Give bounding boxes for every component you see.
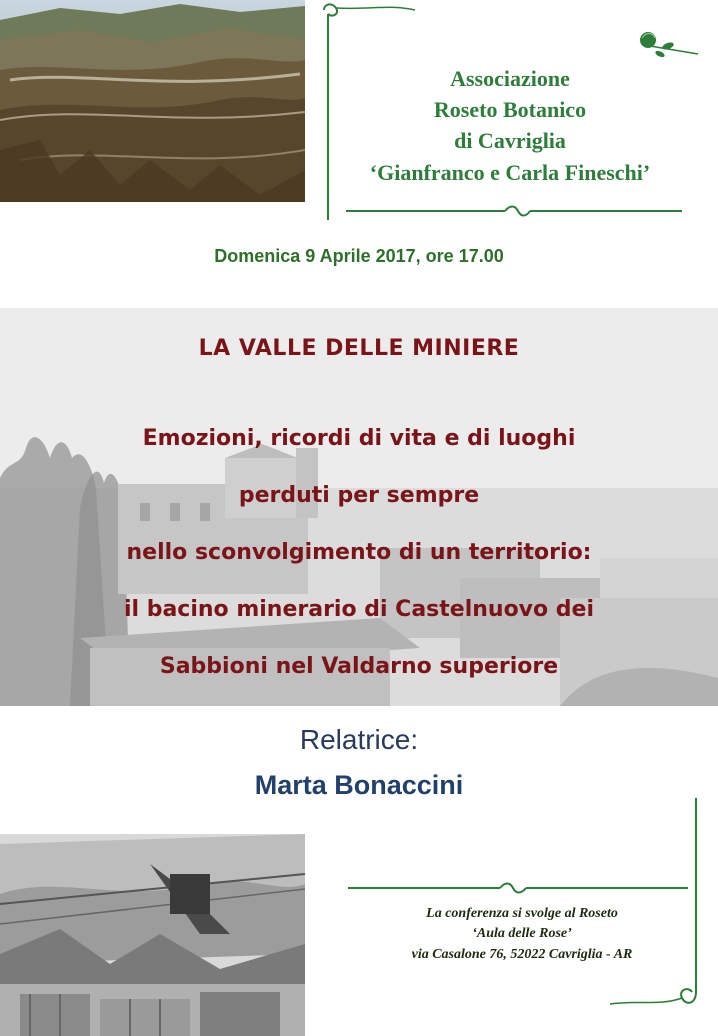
mine-photo: [0, 834, 305, 1036]
association-line-1: Associazione: [450, 66, 570, 91]
talk-subtitle-line-4: il bacino minerario di Castelnuovo dei: [123, 597, 595, 622]
talk-subtitle-line-5: Sabbioni nel Valdarno superiore: [159, 654, 559, 679]
talk-subtitle-line-3: nello sconvolgimento di un territorio:: [126, 540, 592, 565]
event-date: Domenica 9 Aprile 2017, ore 17.00: [214, 246, 504, 266]
venue-line-2: ‘Aula delle Rose’: [472, 926, 572, 941]
talk-subtitle-line-2: perduti per sempre: [238, 483, 480, 508]
decorative-frame-bottom: [340, 792, 718, 1012]
rose-icon: [628, 26, 702, 62]
landscape-photo: [0, 0, 305, 202]
venue-line-3: via Casalone 76, 52022 Cavriglia - AR: [411, 947, 633, 962]
association-line-3: di Cavriglia: [454, 128, 566, 153]
association-line-4: ‘Gianfranco e Carla Fineschi’: [369, 160, 651, 185]
speaker-name: Marta Bonaccini: [254, 770, 464, 800]
venue-line-1: La conferenza si svolge al Roseto: [426, 906, 618, 921]
talk-title: LA VALLE DELLE MINIERE: [198, 336, 520, 361]
talk-subtitle-line-1: Emozioni, ricordi di vita e di luoghi: [142, 426, 576, 451]
speaker-label: Relatrice:: [299, 724, 419, 755]
association-line-2: Roseto Botanico: [433, 97, 587, 122]
